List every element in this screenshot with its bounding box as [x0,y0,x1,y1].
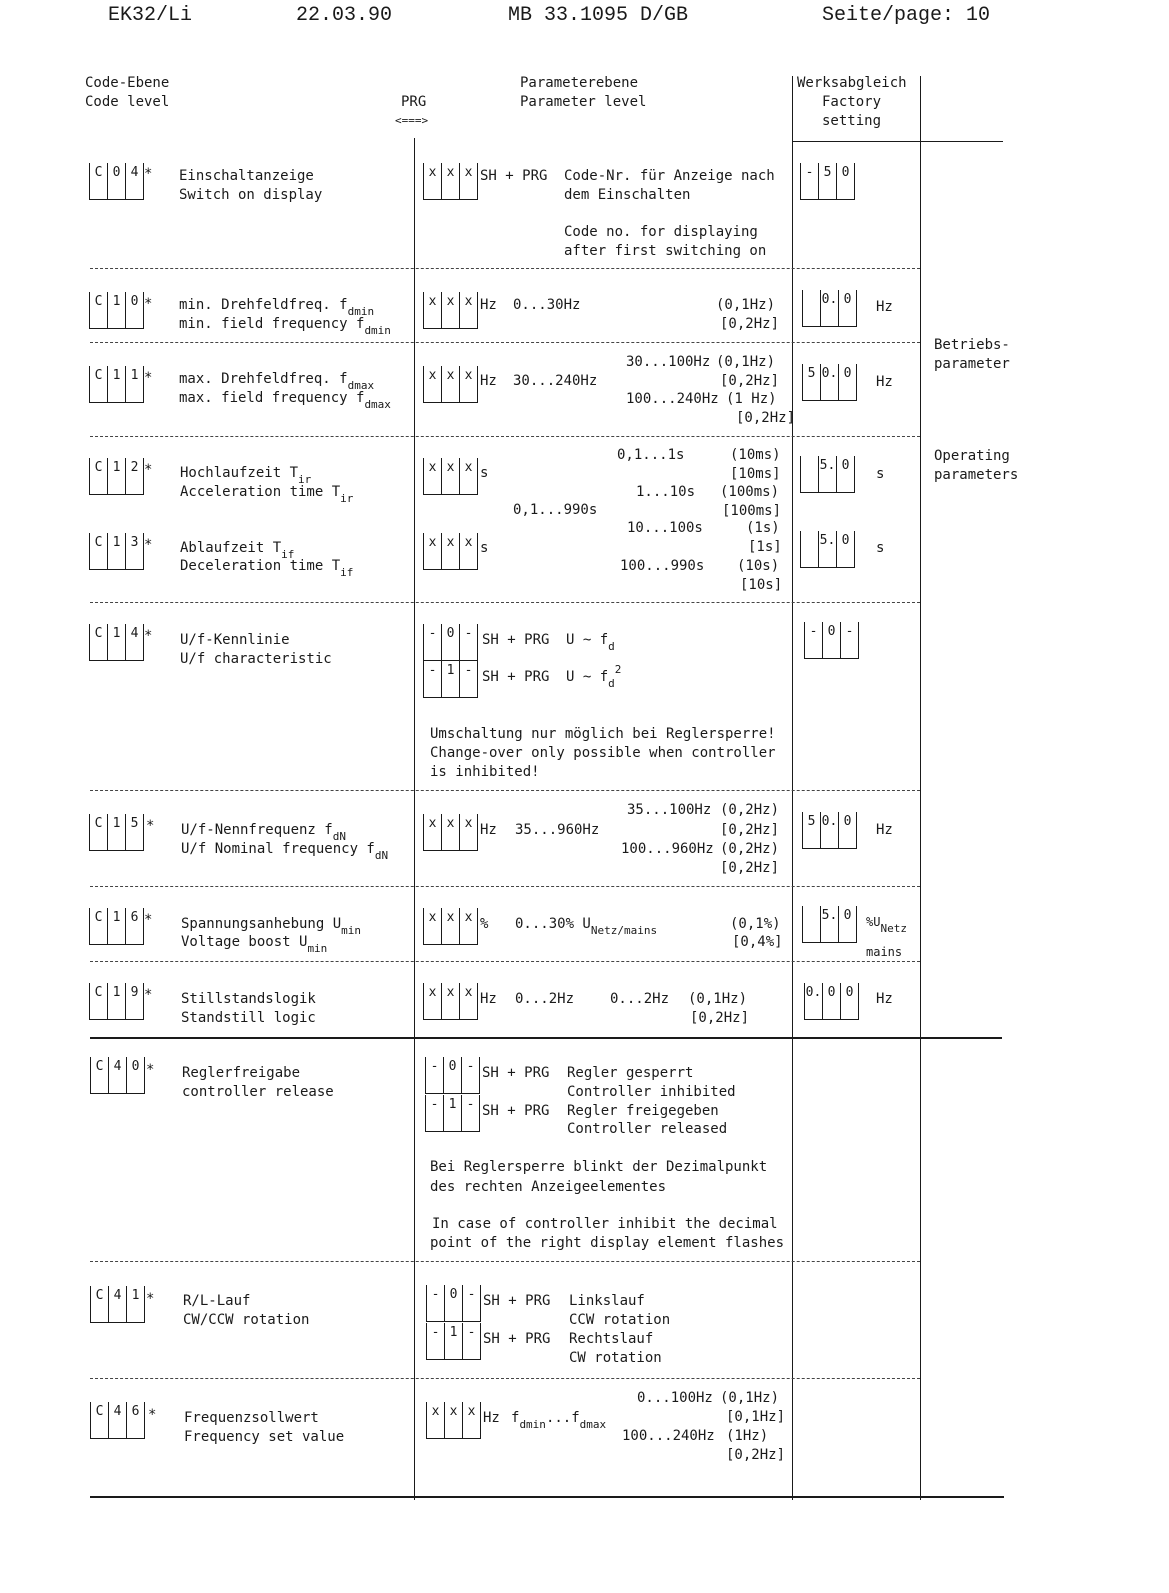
c40-note-4: point of the right display element flashes [430,1235,785,1251]
c12-label-en: Acceleration time $T_{ir}$ [180,484,354,505]
c10-factory-unit: Hz [876,299,893,315]
param-digit: x [459,366,477,402]
code-digit: 1 [126,1286,144,1322]
c11-step-2: [0,2Hz] [720,373,780,389]
c41-opt1-de: Rechtslauf [569,1331,654,1347]
code-digit: C [95,1404,104,1419]
c15-range: 35...960Hz [515,822,600,838]
param-digit: x [462,1402,480,1438]
doc-date: 22.03.90 [296,4,393,27]
c11-step-4: [0,2Hz] [736,410,796,426]
c46-label-en: Frequency set value [184,1429,345,1445]
factory-digit [803,906,820,942]
c46-label-de: Frequenzsollwert [184,1410,319,1426]
c11-factory-unit: Hz [876,374,893,390]
star-marker: * [146,1062,155,1078]
c04-desc-3: Code no. for displaying [564,224,758,240]
sep-8 [90,1261,920,1262]
param-digit: x [459,814,477,850]
param-digit: - [462,1285,480,1321]
c13-factory-unit: s [876,540,885,556]
param-digit: x [428,368,437,383]
c40-opt1-en: Controller released [567,1121,728,1137]
time-subrange-1: 0,1...1s [617,447,685,463]
star-marker: * [144,462,153,478]
code-box-c41 [90,1286,145,1323]
factory-digit: 0. [820,812,838,848]
c11-step-3: (1 Hz) [726,391,777,407]
c40-opt0-en: Controller inhibited [567,1084,736,1100]
c14-label-de: U/f-Kennlinie [180,632,290,648]
c15-factory-unit: Hz [876,822,893,838]
c46-step-2: [0,1Hz] [726,1409,786,1425]
col-code-en: Code level [85,94,170,110]
param-digit: 0 [444,1285,462,1321]
sep-6 [90,886,920,887]
param-digit: x [459,458,477,494]
c12-label-de: Hochlaufzeit $T_{ir}$ [180,465,312,486]
code-digit: 0 [125,292,143,328]
c41-opt0-de: Linkslauf [569,1293,645,1309]
col-factory-de: Werksabgleich [797,75,907,91]
sep-4 [90,602,920,603]
param-digit: x [459,908,477,944]
code-digit: 1 [107,624,125,660]
param-digit: x [459,983,477,1019]
code-box-c11 [89,366,144,403]
c41-opt1-cmd: SH + PRG [483,1331,551,1347]
c10-unit: Hz [480,297,497,313]
factory-box-c10 [802,290,857,327]
factory-digit: 0 [836,163,854,199]
c11-range: 30...240Hz [513,373,598,389]
code-digit: 0 [126,1057,144,1093]
c40-note-2: des rechten Anzeigeelementes [430,1179,667,1195]
rule-v-factory [920,76,921,1500]
code-digit: 3 [125,533,143,569]
c12-factory-unit: s [876,466,885,482]
rule-h-header [793,141,1003,142]
param-digit: x [441,458,459,494]
time-step-8: [10s] [740,577,783,593]
star-marker: * [146,1291,155,1307]
param-digit: 0 [443,1057,461,1093]
param-digit: x [428,535,437,550]
col-factory-en: Factory [822,94,882,110]
c14-opt0-formula: U ~ $f_d$ [566,632,615,653]
star-marker: * [144,537,153,553]
param-digit: 0 [441,624,459,660]
sep-3 [90,436,920,437]
code-digit: 4 [125,163,143,199]
c16-factory-unit-2: mains [866,945,903,959]
param-digit: x [428,294,437,309]
c40-note-1: Bei Reglersperre blinkt der Dezimalpunkt [430,1159,768,1175]
c19-factory-unit: Hz [876,991,893,1007]
c40-opt0-cmd: SH + PRG [482,1065,550,1081]
param-digit: 1 [444,1323,462,1359]
code-digit: 1 [107,983,125,1019]
factory-digit: - [809,624,818,639]
doc-reference: MB 33.1095 D/GB [508,4,689,27]
side-de-2: parameter [934,356,1010,372]
c19-label-en: Standstill logic [181,1010,316,1026]
c04-label-de: Einschaltanzeige [179,168,314,184]
c16-unit: % [480,916,489,932]
param-digit: - [461,1057,479,1093]
c46-step-1: (0,1Hz) [720,1390,780,1406]
c11-subrange-1: 30...100Hz [626,354,711,370]
param-digit: - [459,661,477,697]
star-marker: * [144,912,153,928]
param-digit: x [444,1402,462,1438]
rule-v-param [792,76,793,1500]
c14-label-en: U/f characteristic [180,651,332,667]
code-box-c19 [89,983,144,1020]
c12-unit: s [480,465,489,481]
sep-5 [90,790,920,791]
c10-label-en: min. field frequency $f_{dmin}$ [179,316,391,337]
code-box-c40 [90,1057,145,1094]
factory-box-c12 [800,456,855,493]
col-factory-en2: setting [822,113,882,129]
star-marker: * [144,370,153,386]
param-box-c16 [423,908,478,945]
param-digit: x [428,460,437,475]
factory-digit: 0. [820,290,838,326]
time-step-3: (100ms) [720,484,780,500]
factory-digit: - [840,622,858,658]
c10-range: 0...30Hz [513,297,581,313]
c10-step-1: (0,1Hz) [716,297,776,313]
code-box-c10 [89,292,144,329]
factory-box-c13 [800,531,855,568]
factory-digit: 0 [838,906,856,942]
param-box-c14-opt1 [423,661,478,698]
c14-opt1-formula: U ~ $f_d^2$ [566,663,622,690]
c40-opt0-de: Regler gesperrt [567,1065,694,1081]
param-digit: - [430,1097,439,1112]
c14-opt1-cmd: SH + PRG [482,669,550,685]
col-param-de: Parameterebene [520,75,639,91]
c10-step-2: [0,2Hz] [720,316,780,332]
code-digit: 4 [108,1057,126,1093]
code-digit: 1 [107,814,125,850]
factory-digit: 0 [822,622,840,658]
factory-digit: 0. [820,364,838,400]
code-digit: C [94,626,103,641]
c41-label-de: R/L-Lauf [183,1293,251,1309]
c15-subrange-1: 35...100Hz [627,802,712,818]
code-digit: C [94,985,103,1000]
c11-label-de: max. Drehfeldfreq. $f_{dmax}$ [179,371,375,392]
c14-note-2: Change-over only possible when controller [430,745,776,761]
time-step-7: (10s) [737,558,780,574]
param-digit: x [428,816,437,831]
time-step-5: (1s) [746,520,780,536]
c40-opt1-cmd: SH + PRG [482,1103,550,1119]
time-subrange-4: 100...990s [620,558,705,574]
c19-step-2: [0,2Hz] [690,1010,750,1026]
c41-label-en: CW/CCW rotation [183,1312,310,1328]
param-box-c14-opt0 [423,624,478,661]
factory-digit [801,531,818,567]
param-box-c15 [423,814,478,851]
param-digit: x [459,292,477,328]
param-digit: x [428,910,437,925]
doc-id: EK32/Li [108,4,193,27]
param-digit: x [441,814,459,850]
param-box-c46 [426,1402,481,1439]
code-digit: 1 [107,908,125,944]
c40-label-de: Reglerfreigabe [182,1065,301,1081]
side-en-1: Operating [934,448,1010,464]
param-box-c41-opt0 [426,1285,481,1322]
c04-label-en: Switch on display [179,187,323,203]
param-box-c40-opt0 [425,1057,480,1094]
param-digit: - [431,1325,440,1340]
code-digit: 1 [107,366,125,402]
rule-h-bottom [90,1496,1004,1498]
c14-note-1: Umschaltung nur möglich bei Reglersperre! [430,726,776,742]
code-digit: C [94,910,103,925]
c16-range: 0...30% $U_{Netz/mains}$ [515,916,658,937]
code-box-c12 [89,458,144,495]
c14-opt0-cmd: SH + PRG [482,632,550,648]
star-marker: * [144,296,153,312]
code-digit: C [94,535,103,550]
code-digit: C [94,165,103,180]
c16-label-de: Spannungsanhebung $U_{min}$ [181,916,362,937]
param-digit: x [441,163,459,199]
code-digit: 6 [125,908,143,944]
factory-digit: 5 [818,163,836,199]
code-digit: 1 [107,533,125,569]
factory-digit: 5. [818,531,836,567]
code-box-c15 [89,814,144,851]
factory-digit: 5. [818,456,836,492]
param-digit: - [431,1287,440,1302]
c46-subrange-2: 100...240Hz [622,1428,715,1444]
c11-unit: Hz [480,373,497,389]
c13-label-de: Ablaufzeit $T_{if}$ [180,540,295,561]
c19-subrange: 0...2Hz [610,991,670,1007]
c15-label-en: U/f Nominal frequency $f_{dN}$ [181,841,389,862]
code-digit: 1 [125,366,143,402]
c15-subrange-2: 100...960Hz [621,841,714,857]
code-box-c16 [89,908,144,945]
c14-note-3: is inhibited! [430,764,540,780]
code-digit: 4 [108,1402,126,1438]
factory-digit: 5 [807,814,816,829]
code-digit: 2 [125,458,143,494]
code-box-c13 [89,533,144,570]
param-digit: x [441,908,459,944]
c15-step-2: [0,2Hz] [720,822,780,838]
factory-box-c16 [802,906,857,943]
param-digit: - [459,624,477,660]
param-box-c41-opt1 [426,1323,481,1360]
c19-unit: Hz [480,991,497,1007]
col-arrow: <===> [395,114,429,127]
param-digit: 1 [441,661,459,697]
param-digit: - [461,1095,479,1131]
c11-label-en: max. field frequency $f_{dmax}$ [179,390,391,411]
code-digit: 6 [126,1402,144,1438]
code-box-c04 [89,163,144,200]
factory-digit: 0 [838,812,856,848]
c40-label-en: controller release [182,1084,334,1100]
param-digit: x [431,1404,440,1419]
param-box-c40-opt1 [425,1095,480,1132]
param-digit: x [441,983,459,1019]
page-number: Seite/page: 10 [822,4,991,27]
factory-box-c11 [802,364,857,401]
param-digit: - [430,1059,439,1074]
code-digit: C [95,1288,104,1303]
c04-desc-1: Code-Nr. für Anzeige nach [564,168,775,184]
c15-step-3: (0,2Hz) [720,841,780,857]
param-box-c12 [423,458,478,495]
factory-box-c14 [804,622,859,659]
param-digit: x [441,366,459,402]
param-digit: x [441,292,459,328]
factory-digit: 0 [838,364,856,400]
star-marker: * [148,1407,157,1423]
c16-factory-unit: %UNetz [866,915,907,935]
c41-opt0-cmd: SH + PRG [483,1293,551,1309]
sep-1 [90,268,920,269]
factory-box-c15 [802,812,857,849]
c46-range: $f_{dmin}...f_{dmax}$ [511,1410,607,1431]
rule-h-section [90,1037,1002,1039]
c19-range: 0...2Hz [515,991,575,1007]
c46-unit: Hz [483,1410,500,1426]
time-step-1: (10ms) [730,447,781,463]
param-digit: x [459,163,477,199]
factory-digit: 0 [838,290,856,326]
param-box-c10 [423,292,478,329]
c15-label-de: U/f-Nennfrequenz $f_{dN}$ [181,822,346,843]
time-step-2: [10ms] [730,466,781,482]
col-prg: PRG [401,94,427,110]
factory-digit [803,290,820,326]
code-digit: C [94,294,103,309]
c04-cmd: SH + PRG [480,168,548,184]
param-box-c13 [423,533,478,570]
param-digit: - [428,626,437,641]
factory-digit: 0 [840,983,858,1019]
param-box-c11 [423,366,478,403]
factory-box-c19 [804,983,859,1020]
c46-subrange-1: 0...100Hz [637,1390,713,1406]
star-marker: * [144,166,153,182]
c16-label-en: Voltage boost $U_{min}$ [181,934,328,955]
c15-step-1: (0,2Hz) [720,802,780,818]
param-box-c19 [423,983,478,1020]
side-en-2: parameters [934,467,1019,483]
code-box-c14 [89,624,144,661]
sep-2 [90,342,920,343]
code-digit: 0 [107,163,125,199]
side-de-1: Betriebs- [934,337,1010,353]
c40-opt1-de: Regler freigegeben [567,1103,719,1119]
c04-desc-2: dem Einschalten [564,187,691,203]
param-box-c04 [423,163,478,200]
c46-step-3: (1Hz) [726,1428,769,1444]
code-digit: C [94,460,103,475]
star-marker: * [144,987,153,1003]
param-digit: - [428,663,437,678]
c11-step-1: (0,1Hz) [716,354,776,370]
c19-step-1: (0,1Hz) [688,991,748,1007]
c16-step-2: [0,4%] [732,934,783,950]
code-digit: 1 [107,292,125,328]
c15-unit: Hz [480,822,497,838]
col-param-en: Parameter level [520,94,647,110]
factory-digit: 0 [836,531,854,567]
c15-step-4: [0,2Hz] [720,860,780,876]
col-code-de: Code-Ebene [85,75,170,91]
c46-step-4: [0,2Hz] [726,1447,786,1463]
factory-digit [801,456,818,492]
factory-digit: - [805,165,814,180]
c19-label-de: Stillstandslogik [181,991,316,1007]
c41-opt0-en: CCW rotation [569,1312,671,1328]
code-box-c46 [90,1402,145,1439]
code-digit: 1 [107,458,125,494]
code-digit: C [95,1059,104,1074]
factory-digit: 0 [822,983,840,1019]
factory-digit: 0 [836,456,854,492]
code-digit: 4 [125,624,143,660]
factory-digit: 5. [820,906,838,942]
c04-desc-4: after first switching on [564,243,767,259]
code-digit: C [94,816,103,831]
param-digit: x [428,985,437,1000]
factory-digit: 0. [805,985,822,1000]
time-step-4: [100ms] [722,503,782,519]
factory-digit: 5 [807,366,816,381]
time-step-6: [1s] [748,539,782,555]
param-digit: - [462,1323,480,1359]
star-marker: * [144,628,153,644]
param-digit: x [441,533,459,569]
time-subrange-2: 1...10s [636,484,696,500]
time-range: 0,1...990s [513,502,598,518]
param-digit: 1 [443,1095,461,1131]
code-digit: 4 [108,1286,126,1322]
c11-subrange-2: 100...240Hz [626,391,719,407]
code-digit: 5 [125,814,143,850]
c10-label-de: min. Drehfeldfreq. $f_{dmin}$ [179,297,375,318]
code-digit: 9 [125,983,143,1019]
time-subrange-3: 10...100s [627,520,703,536]
c41-opt1-en: CW rotation [569,1350,662,1366]
code-digit: C [94,368,103,383]
factory-box-c04 [800,163,855,200]
sep-7 [90,961,920,962]
c16-step-1: (0,1%) [730,916,781,932]
c40-note-3: In case of controller inhibit the decimal [432,1216,778,1232]
c13-label-en: Deceleration time $T_{if}$ [180,558,354,579]
param-digit: x [459,533,477,569]
c13-unit: s [480,540,489,556]
star-marker: * [146,818,155,834]
param-digit: x [428,165,437,180]
sep-9 [90,1378,920,1379]
